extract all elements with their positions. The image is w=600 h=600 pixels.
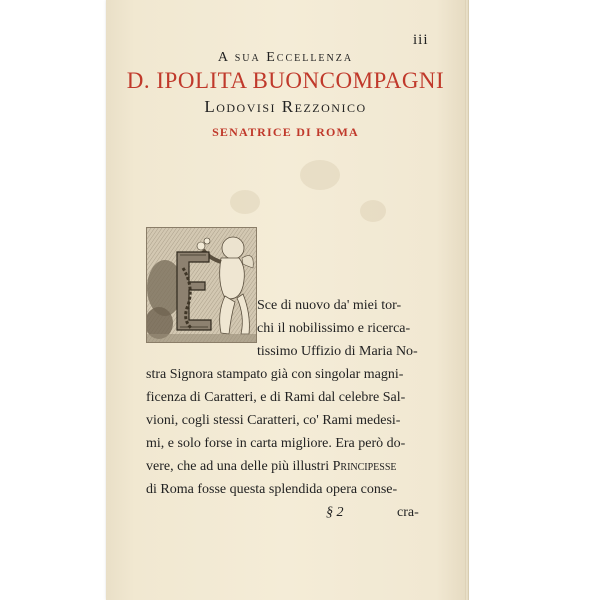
text-line: mi, e solo forse in carta migliore. Era però do- <box>146 436 406 451</box>
decorated-initial-vignette <box>146 227 257 343</box>
foxing-spot <box>300 160 340 190</box>
text-line: Sce di nuovo da' miei tor- <box>257 298 402 313</box>
signature-mark: § 2 <box>326 505 344 520</box>
text-line <box>146 459 397 475</box>
dedication-surname: Lodovisi Rezzonico <box>204 97 367 116</box>
text-line: di Roma fosse questa splendida opera conse- <box>146 482 398 497</box>
dedication-name: D. IPOLITA BUONCOMPAGNI <box>126 68 445 93</box>
dedication-line-1: A sua Eccellenza <box>217 50 354 65</box>
page-number: iii <box>413 32 429 48</box>
text-line: ficenza di Caratteri, e di Rami dal celebre Sal- <box>146 390 406 405</box>
page-edge <box>465 0 469 600</box>
text-line: chi il nobilissimo e ricerca- <box>257 321 411 336</box>
text-line: stra Signora stampato già con singolar magni- <box>146 367 404 382</box>
text-segment: vere, che ad una delle più illustri <box>146 459 333 474</box>
putto-initial-engraving-icon <box>147 228 256 342</box>
dedication-title: SENATRICE DI ROMA <box>212 125 359 139</box>
foxing-spot <box>360 200 386 222</box>
text-line: tissimo Uffizio di Maria No- <box>257 344 418 359</box>
text-line: vioni, cogli stessi Caratteri, co' Rami medesi- <box>146 413 401 428</box>
foxing-spot <box>230 190 260 214</box>
catchword: cra- <box>397 505 419 520</box>
smallcaps-word: Principesse <box>332 459 397 474</box>
